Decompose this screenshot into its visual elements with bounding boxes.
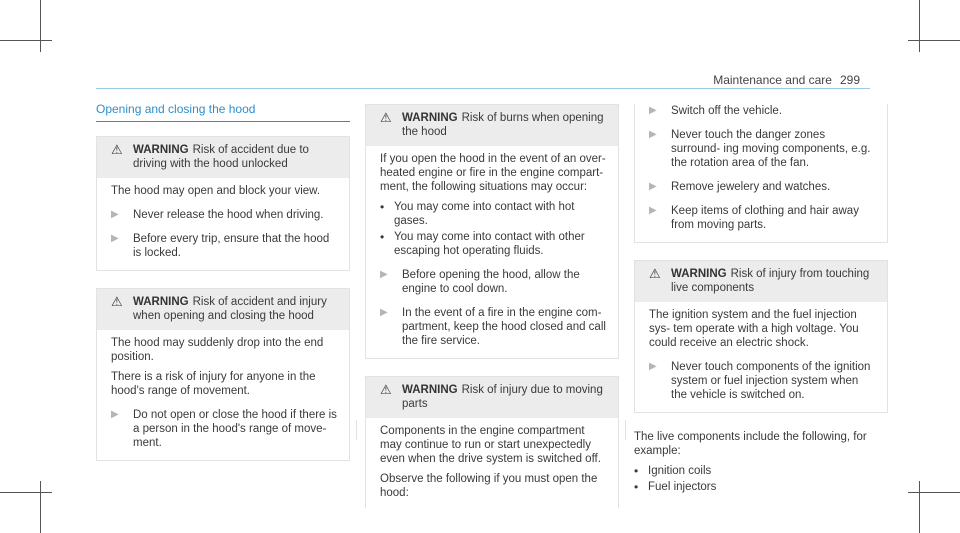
warning-continuation — [634, 104, 888, 243]
warning-body — [366, 418, 618, 508]
warning-header — [366, 105, 618, 146]
header-rule — [96, 88, 870, 89]
column-1 — [96, 98, 350, 478]
step-text: Remove jewelery and watches. — [671, 181, 831, 193]
step-text: Never touch the danger zones surround- ing moving components, e.g. the rotation area of the fan. — [671, 129, 871, 169]
bullet-item — [634, 464, 888, 478]
step-text: Before every trip, ensure that the hood is locked. — [133, 233, 330, 259]
body-text: The live components include the following, for example: — [634, 431, 867, 457]
crop-mark — [0, 40, 52, 41]
step-text: In the event of a fire in the engine com- partment, keep the hood closed and call the fire service. — [402, 307, 606, 347]
step-item — [649, 180, 877, 194]
step-arrow-icon: ▶ — [111, 233, 119, 244]
step-item — [111, 208, 339, 222]
crop-mark — [908, 40, 960, 41]
warning-label: WARNING — [402, 112, 458, 124]
warning-triangle-icon: ⚠ — [111, 142, 123, 157]
warning-triangle-icon: ⚠ — [380, 110, 392, 125]
warning-header — [635, 261, 887, 302]
step-text: Keep items of clothing and hair away from moving parts. — [671, 205, 859, 231]
warning-header — [97, 289, 349, 330]
warning-box — [634, 260, 888, 413]
bullet-item — [634, 480, 888, 494]
warning-text: The hood may suddenly drop into the end position. — [111, 337, 324, 363]
step-arrow-icon: ▶ — [649, 361, 657, 372]
column-divider — [625, 420, 626, 440]
warning-text: Components in the engine compartment may continue to run or start unexpectedly even when the drive system is switched off. — [380, 425, 601, 465]
warning-triangle-icon: ⚠ — [649, 266, 661, 281]
bullet-icon: • — [380, 200, 385, 214]
column-divider — [356, 420, 357, 440]
warning-heading: Risk of injury from touching live components — [671, 268, 870, 294]
bullet-icon: • — [634, 464, 639, 478]
crop-mark — [0, 492, 52, 493]
step-text: Switch off the vehicle. — [671, 105, 783, 117]
step-item — [649, 360, 877, 402]
header-text — [713, 73, 860, 87]
step-arrow-icon: ▶ — [380, 307, 388, 318]
step-item — [649, 128, 877, 170]
warning-heading: Risk of accident and injury when opening and closing the hood — [133, 296, 327, 322]
warning-text: The hood may open and block your view. — [111, 185, 321, 197]
warning-heading: Risk of burns when opening the hood — [402, 112, 604, 138]
step-arrow-icon: ▶ — [111, 209, 119, 220]
warning-label: WARNING — [402, 384, 458, 396]
bullet-text: Fuel injectors — [648, 481, 717, 493]
step-item — [649, 104, 877, 118]
step-item — [111, 232, 339, 260]
step-item — [111, 408, 339, 450]
warning-text: There is a risk of injury for anyone in the hood's range of movement. — [111, 371, 316, 397]
crop-mark — [40, 481, 41, 533]
crop-mark — [40, 0, 41, 52]
bullet-item — [380, 230, 608, 258]
warning-label: WARNING — [671, 268, 727, 280]
warning-body — [366, 146, 618, 358]
step-text: Never release the hood when driving. — [133, 209, 324, 221]
step-arrow-icon: ▶ — [380, 269, 388, 280]
bullet-text: Ignition coils — [648, 465, 712, 477]
step-item — [380, 306, 608, 348]
warning-label: WARNING — [133, 296, 189, 308]
section-title: Opening and closing the hood — [96, 98, 350, 122]
warning-box — [96, 288, 350, 461]
step-text: Before opening the hood, allow the engine to cool down. — [402, 269, 580, 295]
warning-box — [365, 104, 619, 359]
warning-header — [366, 377, 618, 418]
warning-text: The ignition system and the fuel injection sys- tem operate with a high voltage. You could receive an electric shock. — [649, 309, 859, 349]
step-arrow-icon: ▶ — [649, 181, 657, 192]
step-arrow-icon: ▶ — [111, 409, 119, 420]
step-item — [380, 268, 608, 296]
warning-header — [97, 137, 349, 178]
warning-text: Observe the following if you must open the hood: — [380, 473, 598, 499]
column-2 — [365, 104, 619, 525]
warning-heading: Risk of injury due to moving parts — [402, 384, 603, 410]
header-section: Maintenance and care — [713, 73, 832, 87]
step-text: Never touch components of the ignition system or fuel injection system when the vehicle is switched on. — [671, 361, 871, 401]
bullet-text: You may come into contact with other escaping hot operating fluids. — [394, 231, 585, 257]
warning-triangle-icon: ⚠ — [111, 294, 123, 309]
step-text: Do not open or close the hood if there is a person in the hood's range of move- ment. — [133, 409, 337, 449]
step-arrow-icon: ▶ — [649, 105, 657, 116]
warning-heading: Risk of accident due to driving with the hood unlocked — [133, 144, 309, 170]
warning-body — [635, 104, 887, 242]
warning-body — [635, 302, 887, 412]
warning-label: WARNING — [133, 144, 189, 156]
warning-box — [96, 136, 350, 271]
crop-mark — [919, 481, 920, 533]
warning-triangle-icon: ⚠ — [380, 382, 392, 397]
step-arrow-icon: ▶ — [649, 205, 657, 216]
step-arrow-icon: ▶ — [649, 129, 657, 140]
warning-body — [97, 330, 349, 460]
warning-text: If you open the hood in the event of an over- heated engine or fire in the engine compart- ment, the following situations may occur: — [380, 153, 606, 193]
column-3 — [634, 104, 888, 496]
page-number: 299 — [839, 73, 860, 87]
bullet-text: You may come into contact with hot gases. — [394, 201, 575, 227]
crop-mark — [908, 492, 960, 493]
warning-body — [97, 178, 349, 270]
step-item — [649, 204, 877, 232]
bullet-item — [380, 200, 608, 228]
crop-mark — [919, 0, 920, 52]
bullet-icon: • — [380, 230, 385, 244]
warning-box — [365, 376, 619, 508]
bullet-icon: • — [634, 480, 639, 494]
